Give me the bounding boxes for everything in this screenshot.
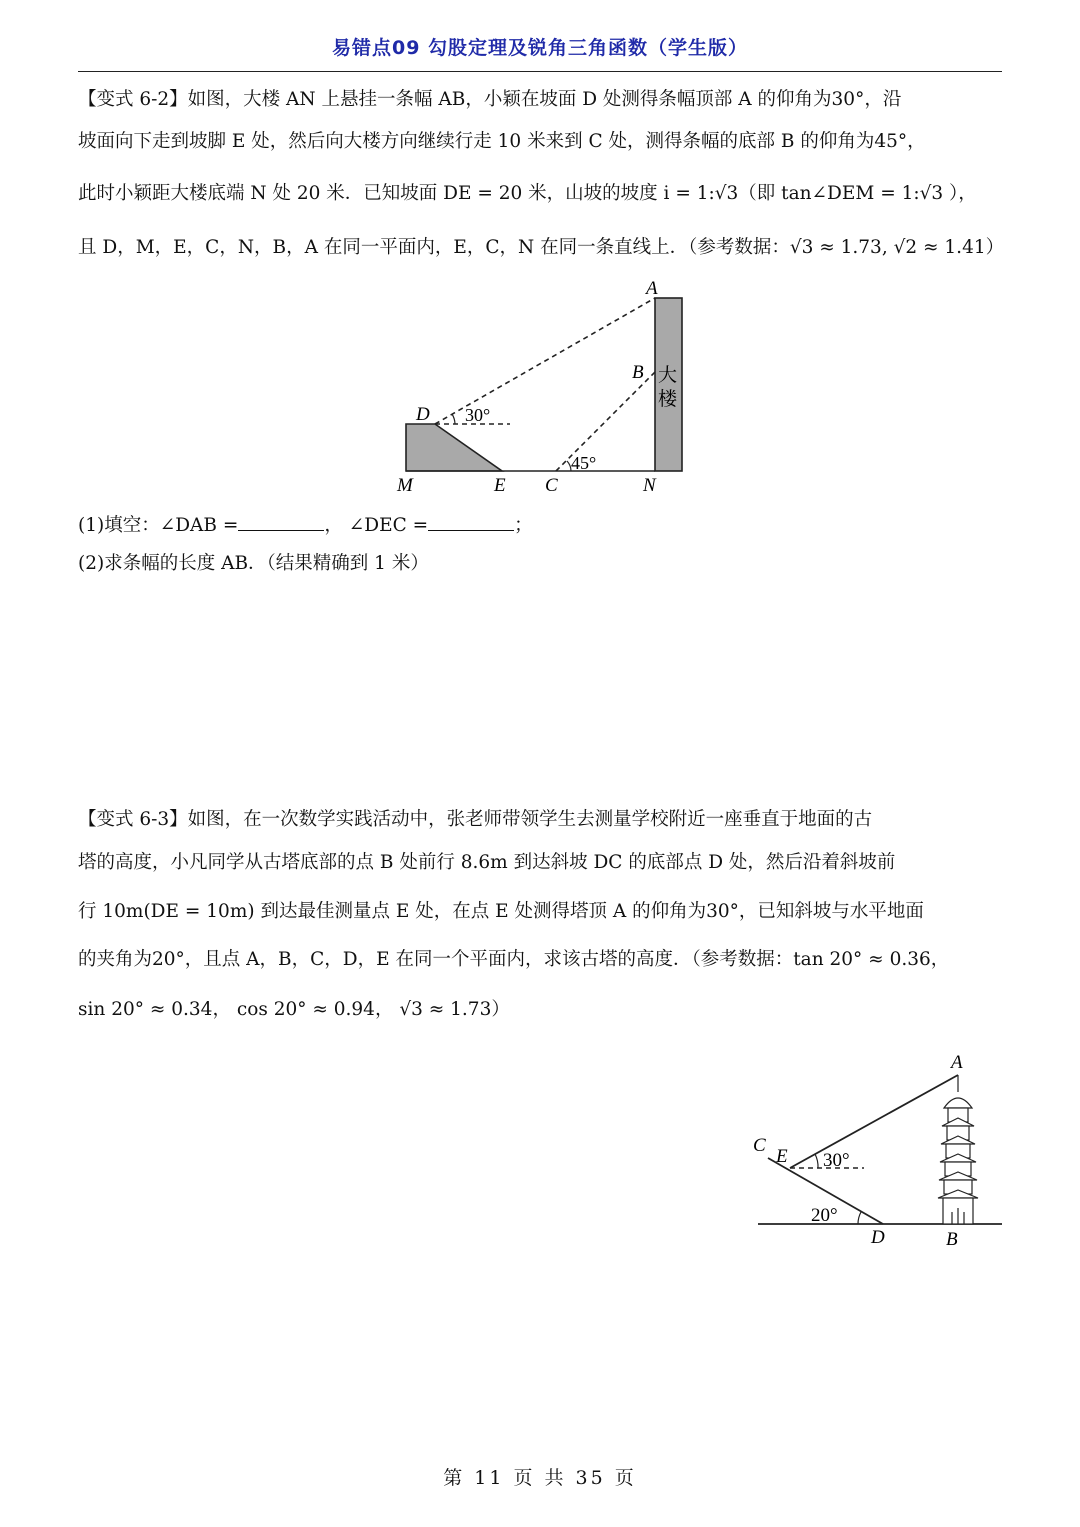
label-c: C xyxy=(545,475,558,496)
problem1-line-1: 【变式 6-2】如图，大楼 AN 上悬挂一条幅 AB，小颖在坡面 D 处测得条幅顶部 A 的仰角为30°，沿 xyxy=(78,89,902,110)
answer-blank-dec[interactable] xyxy=(428,512,514,531)
label-c: C xyxy=(753,1135,766,1156)
answer-blank-dab[interactable] xyxy=(238,512,324,531)
header-divider xyxy=(78,71,1002,72)
problem1-line-3: 此时小颖距大楼底端 N 处 20 米．已知坡面 DE = 20 米，山坡的坡度 i = 1:√3（即 tan∠DEM = 1:√3 ）， xyxy=(78,183,977,204)
page-header-title: 易错点09 勾股定理及锐角三角函数（学生版） xyxy=(331,37,749,59)
angle-label-d: 30° xyxy=(465,405,491,425)
label-b: B xyxy=(632,362,644,383)
problem2-line-5: sin 20° ≈ 0.34， cos 20° ≈ 0.94， √3 ≈ 1.73） xyxy=(78,999,510,1020)
label-d: D xyxy=(416,404,430,425)
label-d: D xyxy=(871,1227,885,1248)
building-label-1: 大 xyxy=(658,364,678,386)
q1-separator: ， ∠DEC = xyxy=(324,515,429,536)
q1-prefix: (1)填空：∠DAB = xyxy=(78,515,239,536)
angle-arc-d xyxy=(858,1212,861,1224)
page-footer: 第 11 页 共 35 页 xyxy=(443,1467,637,1489)
slope-shape xyxy=(406,424,502,471)
label-m: M xyxy=(397,475,413,496)
angle-label-d: 20° xyxy=(811,1205,838,1226)
label-e: E xyxy=(776,1146,788,1167)
problem1-question-1 xyxy=(78,512,533,538)
label-a: A xyxy=(951,1052,963,1073)
building-label-2: 楼 xyxy=(658,388,678,410)
pagoda-icon xyxy=(938,1075,978,1224)
angle-arc-d xyxy=(452,414,455,424)
problem2-figure xyxy=(750,1045,1010,1255)
angle-label-c: 45° xyxy=(571,453,597,473)
problem2-line-3: 行 10m(DE = 10m) 到达最佳测量点 E 处，在点 E 处测得塔顶 A 的仰角为30°，已知斜坡与水平地面 xyxy=(78,901,924,922)
problem2-line-4: 的夹角为20°，且点 A，B，C，D，E 在同一个平面内，求该古塔的高度．（参考数据：tan 20° ≈ 0.36， xyxy=(78,949,950,970)
label-b: B xyxy=(946,1229,958,1250)
problem1-line-2: 坡面向下走到坡脚 E 处，然后向大楼方向继续行走 10 米来到 C 处，测得条幅的底部 B 的仰角为45°， xyxy=(78,131,926,152)
q1-end: ； xyxy=(514,515,533,536)
problem2-line-1: 【变式 6-3】如图，在一次数学实践活动中，张老师带领学生去测量学校附近一座垂直于地面的古 xyxy=(78,809,873,830)
label-n: N xyxy=(643,475,656,496)
problem1-figure xyxy=(380,275,710,500)
problem1-line-4: 且 D，M，E，C，N，B，A 在同一平面内，E，C，N 在同一条直线上．（参考数据：√3 ≈ 1.73, √2 ≈ 1.41） xyxy=(78,237,1005,258)
label-a: A xyxy=(646,278,658,299)
problem1-question-2: (2)求条幅的长度 AB．（结果精确到 1 米） xyxy=(78,553,429,574)
label-e: E xyxy=(494,475,506,496)
angle-arc-e xyxy=(815,1154,818,1168)
angle-label-e: 30° xyxy=(823,1150,850,1171)
problem2-line-2: 塔的高度，小凡同学从古塔底部的点 B 处前行 8.6m 到达斜坡 DC 的底部点 D 处，然后沿着斜坡前 xyxy=(78,852,896,873)
